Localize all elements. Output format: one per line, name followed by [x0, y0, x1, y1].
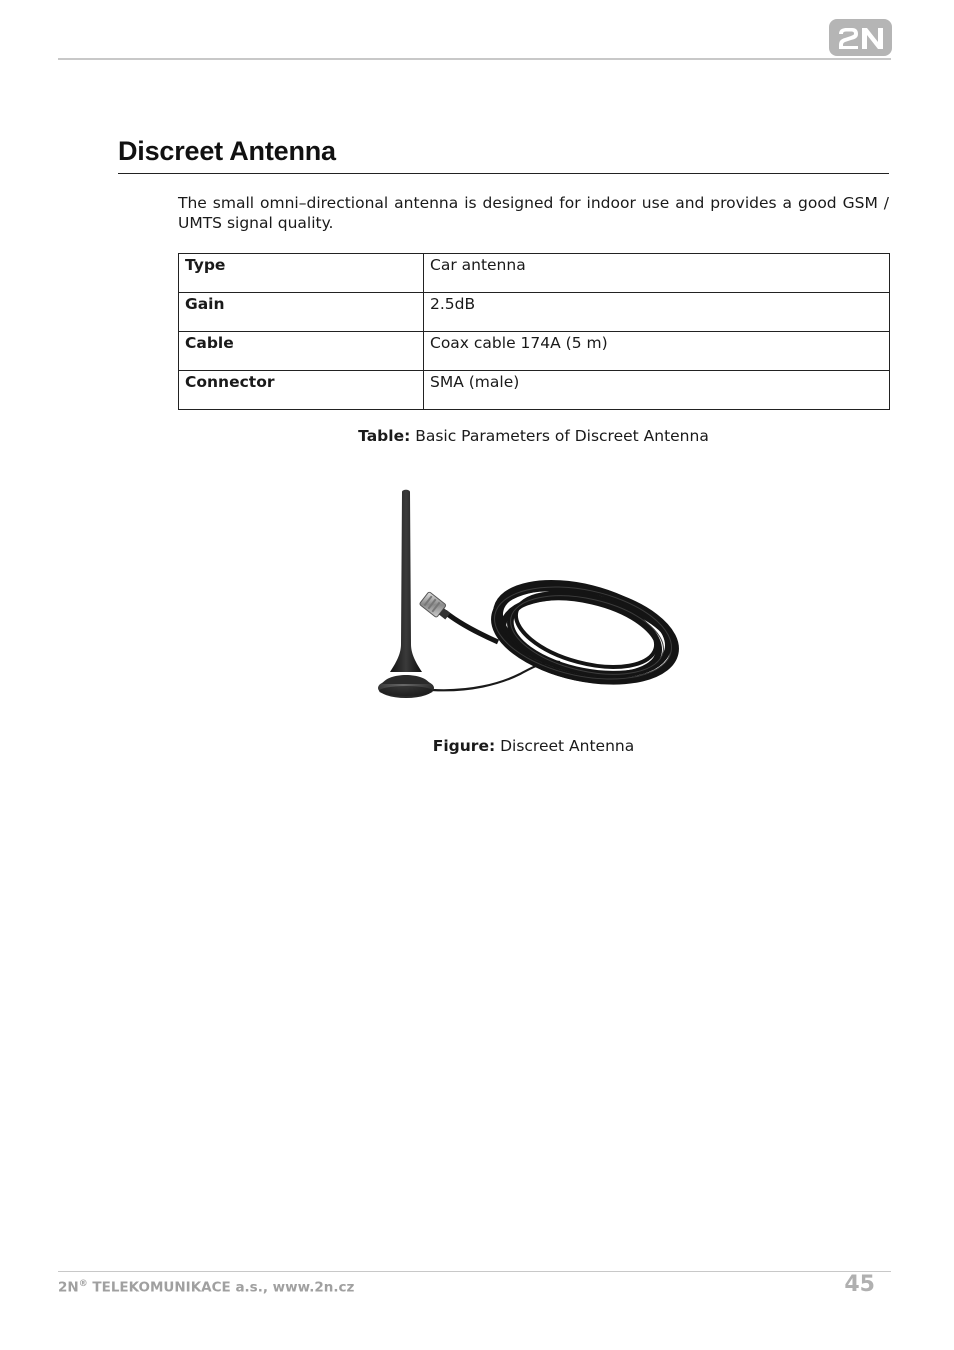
company-logo: [829, 19, 892, 56]
param-value: Coax cable 174A (5 m): [424, 332, 890, 371]
footer-rule: [58, 1271, 891, 1272]
table-caption-text: Basic Parameters of Discreet Antenna: [410, 427, 709, 445]
table-row: [179, 293, 890, 332]
page-number: 45: [844, 1272, 875, 1297]
figure-caption-text: Discreet Antenna: [495, 737, 635, 755]
param-value: SMA (male): [424, 371, 890, 410]
table-row: [179, 332, 890, 371]
antenna-photo: [370, 484, 690, 706]
param-name: Connector: [179, 371, 424, 410]
footer-company: [58, 1279, 354, 1296]
header-rule: [58, 58, 891, 60]
param-name: Gain: [179, 293, 424, 332]
table-caption: [178, 426, 889, 446]
table-row: [179, 254, 890, 293]
parameters-table: [178, 253, 890, 410]
table-caption-label: Table:: [358, 427, 411, 445]
figure-caption-label: Figure:: [432, 737, 496, 755]
intro-paragraph: The small omni–directional antenna is designed for indoor use and provides a good GSM / UMTS signal quality.: [178, 194, 889, 232]
section-title: Discreet Antenna: [118, 136, 336, 166]
table-row: [179, 371, 890, 410]
param-name: Type: [179, 254, 424, 293]
footer-company-rest: TELEKOMUNIKACE a.s., www.2n.cz: [87, 1279, 355, 1296]
title-underline: [118, 173, 889, 174]
footer-company-prefix: 2N: [58, 1279, 79, 1296]
param-name: Cable: [179, 332, 424, 371]
param-value: 2.5dB: [424, 293, 890, 332]
registered-mark: ®: [78, 1279, 88, 1289]
figure-caption: [178, 736, 889, 756]
param-value: Car antenna: [424, 254, 890, 293]
